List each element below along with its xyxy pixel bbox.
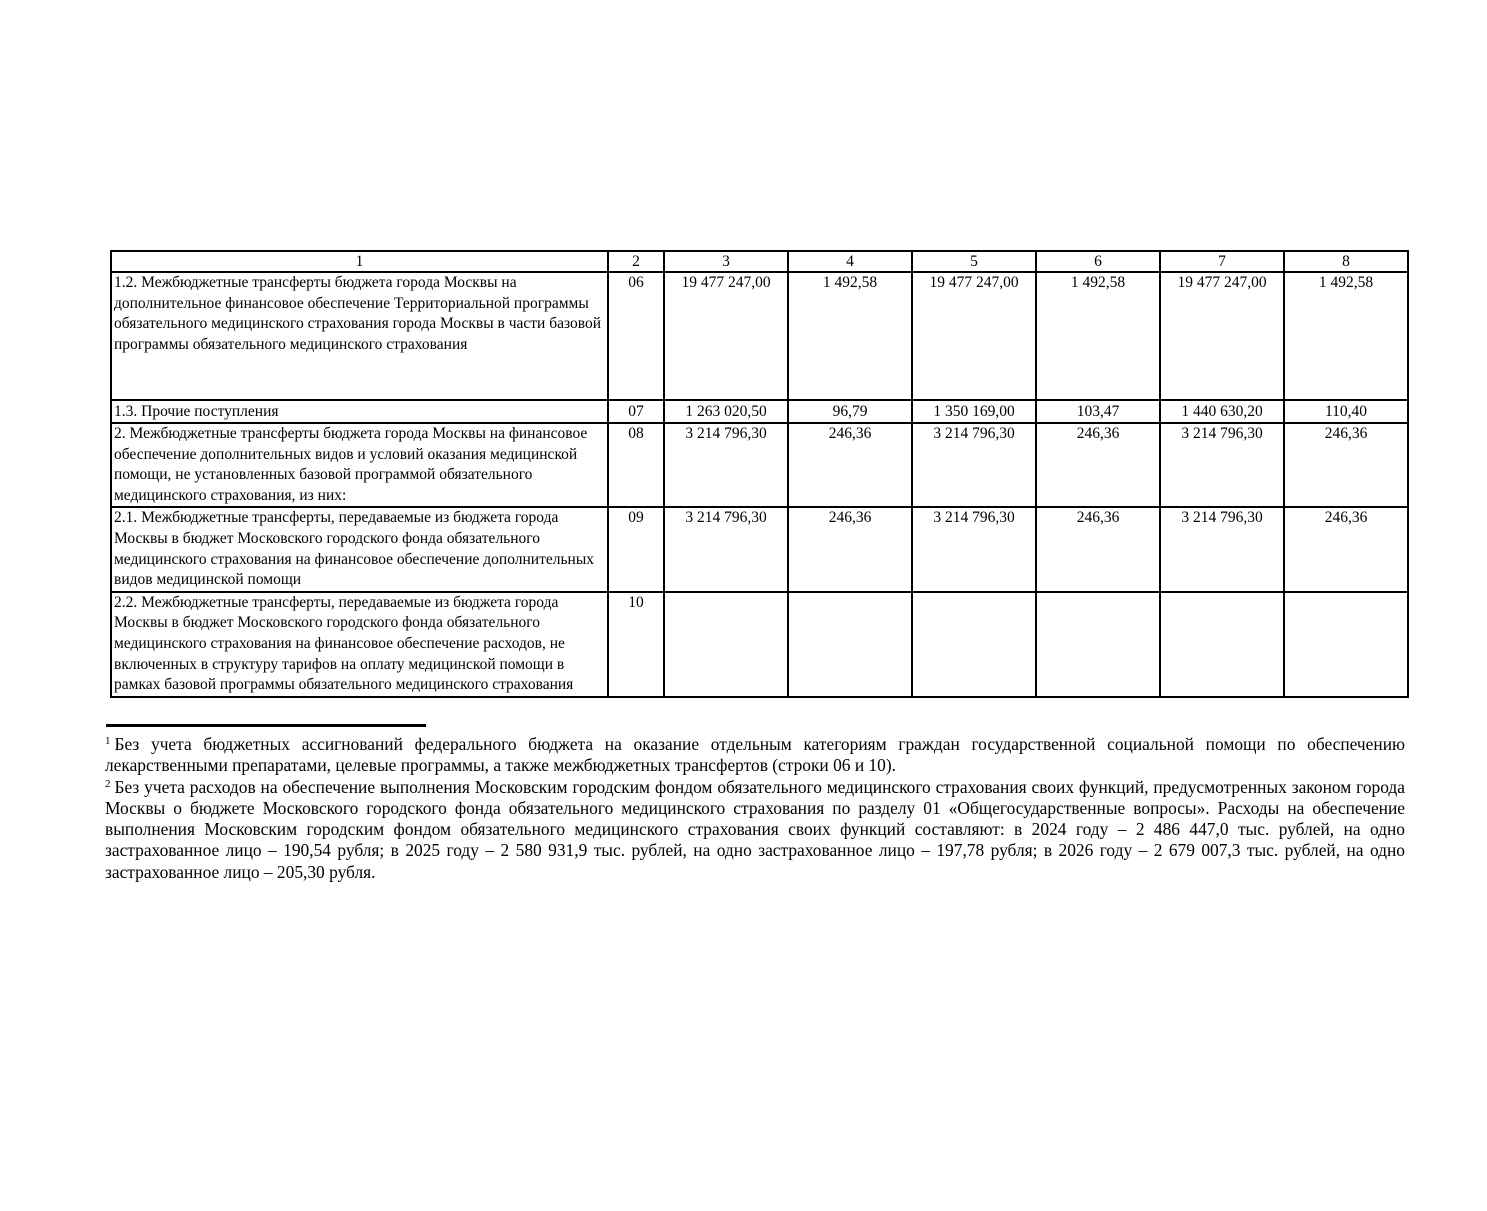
footnote-text: Без учета расходов на обеспечение выполнения Московским городским фондом обязательного медицинского страхования своих функций, предусмотренных законом города Москвы о бюджете Московского городского фонда обязательного медицинского страхования по разделу 01 «Общегосударственные вопросы». Расходы на обеспечение выполнения Московским городским фондом обязательного медицинского страхования своих функций составляют: в 2024 году – 2 486 447,0 тыс. рублей, на одно застрахованное лицо – 190,54 рубля; в 2025 году – 2 580 931,9 тыс. рублей, на одно застрахованное лицо – 197,78 рубля; в 2026 году – 2 679 007,3 тыс. рублей, на одно застрахованное лицо – 205,30 рубля. [105,776,1405,882]
value-cell: 3 214 796,30 [912,507,1036,591]
footnote-separator [106,724,426,727]
column-number-header: 2 [608,251,664,272]
value-cell: 1 492,58 [1284,272,1408,400]
row-label: 2. Межбюджетные трансферты бюджета города Москвы на финансовое обеспечение дополнительных видов и условий оказания медицинской помощи, не установленных базовой программой обязательного медицинского страхования, из них: [111,423,608,507]
row-label: 2.2. Межбюджетные трансферты, передаваемые из бюджета города Москвы в бюджет Московского городского фонда обязательного медицинского страхования на финансовое обеспечение расходов, не включенных в структуру тарифов на оплату медицинской помощи в рамках базовой программы обязательного медицинского страхования [111,592,608,697]
value-cell [1284,592,1408,697]
value-cell: 103,47 [1036,400,1160,423]
value-cell: 19 477 247,00 [664,272,788,400]
value-cell: 96,79 [788,400,912,423]
footnote-marker: 2 [105,777,111,790]
value-cell: 246,36 [1036,507,1160,591]
footnote [105,777,1405,883]
row-code: 08 [608,423,664,507]
value-cell [1036,592,1160,697]
value-cell: 1 492,58 [1036,272,1160,400]
value-cell: 19 477 247,00 [912,272,1036,400]
footnote-text: Без учета бюджетных ассигнований федерального бюджета на оказание отдельным категориям граждан государственной социальной помощи по обеспечению лекарственными препаратами, целевые программы, а также межбюджетных трансфертов (строки 06 и 10). [105,734,1405,776]
table-row [111,507,1408,591]
value-cell: 19 477 247,00 [1160,272,1284,400]
column-number-header: 1 [111,251,608,272]
footnote [105,734,1405,777]
row-code: 10 [608,592,664,697]
row-code: 07 [608,400,664,423]
value-cell: 110,40 [1284,400,1408,423]
row-label: 1.2. Межбюджетные трансферты бюджета города Москвы на дополнительное финансовое обеспечение Территориальной программы обязательного медицинского страхования города Москвы в части базовой программы обязательного медицинского страхования [111,272,608,400]
value-cell: 3 214 796,30 [912,423,1036,507]
footnotes [105,734,1405,883]
table-row [111,272,1408,400]
table-row [111,400,1408,423]
column-number-header: 7 [1160,251,1284,272]
value-cell: 1 350 169,00 [912,400,1036,423]
row-label: 2.1. Межбюджетные трансферты, передаваемые из бюджета города Москвы в бюджет Московского городского фонда обязательного медицинского страхования на финансовое обеспечение дополнительных видов медицинской помощи [111,507,608,591]
value-cell [664,592,788,697]
value-cell: 1 440 630,20 [1160,400,1284,423]
table-row [111,423,1408,507]
column-number-header: 6 [1036,251,1160,272]
value-cell: 1 263 020,50 [664,400,788,423]
column-number-header: 3 [664,251,788,272]
value-cell [912,592,1036,697]
value-cell: 3 214 796,30 [1160,507,1284,591]
value-cell: 246,36 [788,507,912,591]
column-number-header: 5 [912,251,1036,272]
value-cell: 246,36 [1284,507,1408,591]
value-cell: 1 492,58 [788,272,912,400]
column-number-header: 8 [1284,251,1408,272]
value-cell [788,592,912,697]
row-code: 06 [608,272,664,400]
row-code: 09 [608,507,664,591]
value-cell [1160,592,1284,697]
row-label: 1.3. Прочие поступления [111,400,608,423]
value-cell: 3 214 796,30 [1160,423,1284,507]
column-number-header: 4 [788,251,912,272]
column-number-header-row [111,251,1408,272]
value-cell: 3 214 796,30 [664,507,788,591]
table-row [111,592,1408,697]
value-cell: 3 214 796,30 [664,423,788,507]
footnote-marker: 1 [105,735,111,747]
value-cell: 246,36 [1036,423,1160,507]
value-cell: 246,36 [788,423,912,507]
budget-table [110,250,1409,698]
value-cell: 246,36 [1284,423,1408,507]
